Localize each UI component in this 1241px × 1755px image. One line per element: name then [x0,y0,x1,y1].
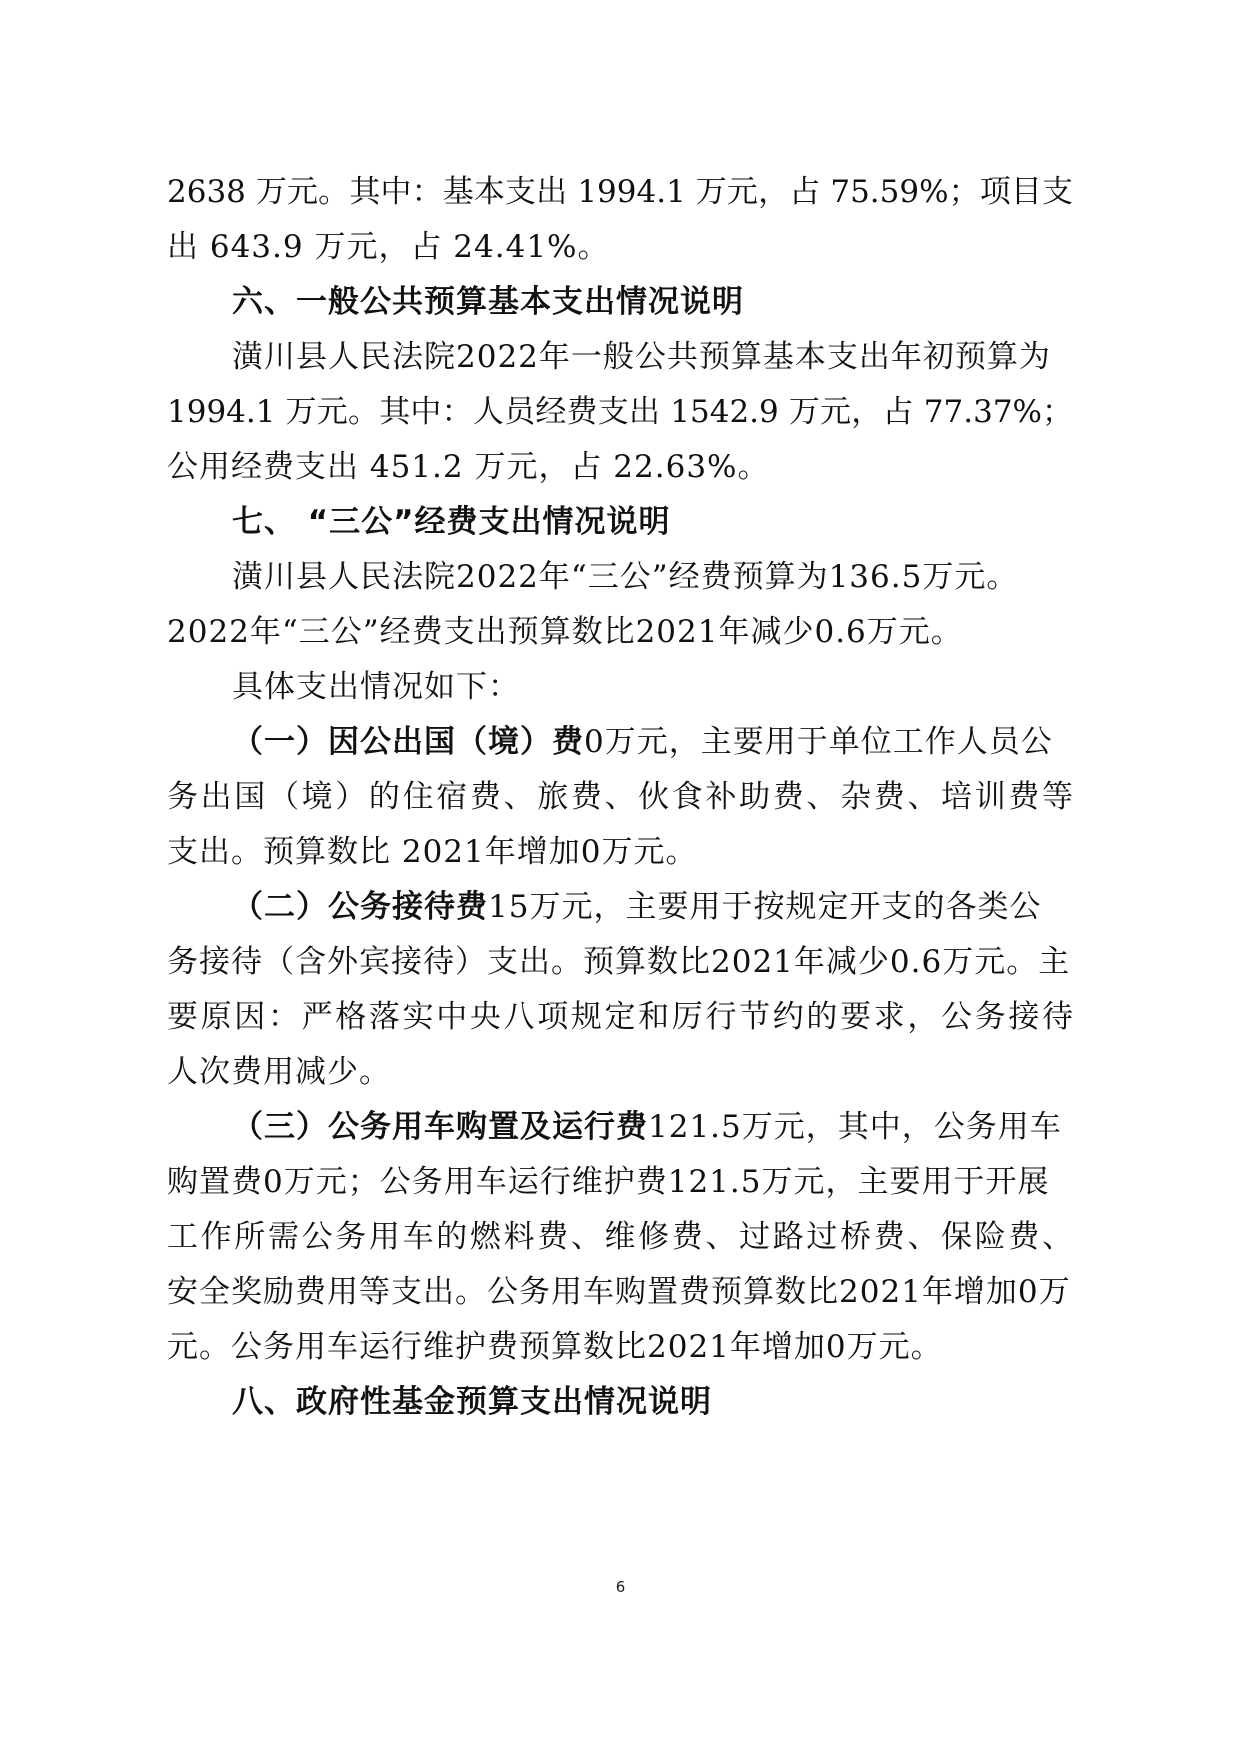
paragraph-line: 2638 万元。其中：基本支出 1994.1 万元，占 75.59%；项目支 [167,174,1073,210]
paragraph-line [232,1107,1062,1147]
paragraph-line: 公用经费支出 451.2 万元，占 22.63%。 [167,449,770,485]
paragraph-line: 安全奖励费用等支出。公务用车购置费预算数比2021年增加0万 [167,1274,1071,1310]
paragraph-line: 出 643.9 万元，占 24.41%。 [167,229,610,265]
paragraph-line: 务接待（含外宾接待）支出。预算数比2021年减少0.6万元。主 [167,944,1071,980]
paragraph-line: 工作所需公务用车的燃料费、维修费、过路过桥费、保险费、 [167,1219,1073,1255]
paragraph-line: 要原因：严格落实中央八项规定和厉行节约的要求，公务接待 [167,999,1073,1035]
paragraph-text: 121.5万元，其中，公务用车 [648,1109,1062,1145]
paragraph-line: 购置费0万元；公务用车运行维护费121.5万元，主要用于开展 [167,1164,1050,1200]
paragraph-line [232,722,1053,762]
section-heading: 八、政府性基金预算支出情况说明 [232,1384,712,1420]
paragraph-line: 2022年“三公”经费支出预算数比2021年减少0.6万元。 [167,614,963,650]
subsection-label: （二）公务接待费 [232,889,488,925]
paragraph-text: 15万元，主要用于按规定开支的各类公 [488,889,1042,925]
subsection-label: （三）公务用车购置及运行费 [232,1109,648,1145]
paragraph-line: 潢川县人民法院2022年“三公”经费预算为136.5万元。 [232,559,1019,595]
paragraph-line: 元。公务用车运行维护费预算数比2021年增加0万元。 [167,1329,943,1365]
page-number: 6 [615,1578,626,1596]
subsection-label: （一）因公出国（境）费 [232,724,584,760]
paragraph-line [232,887,1041,927]
paragraph-line: 具体支出情况如下： [232,669,520,705]
section-heading: 六、一般公共预算基本支出情况说明 [232,284,744,320]
paragraph-line: 人次费用减少。 [167,1054,391,1090]
paragraph-text: 0万元，主要用于单位工作人员公 [584,724,1053,760]
paragraph-line: 务出国（境）的住宿费、旅费、伙食补助费、杂费、培训费等 [167,779,1073,815]
paragraph-line: 支出。预算数比 2021年增加0万元。 [167,834,698,870]
paragraph-line: 潢川县人民法院2022年一般公共预算基本支出年初预算为 [232,339,1051,375]
section-heading: 七、 “三公”经费支出情况说明 [232,504,671,540]
paragraph-line: 1994.1 万元。其中：人员经费支出 1542.9 万元，占 77.37%； [167,394,1073,430]
